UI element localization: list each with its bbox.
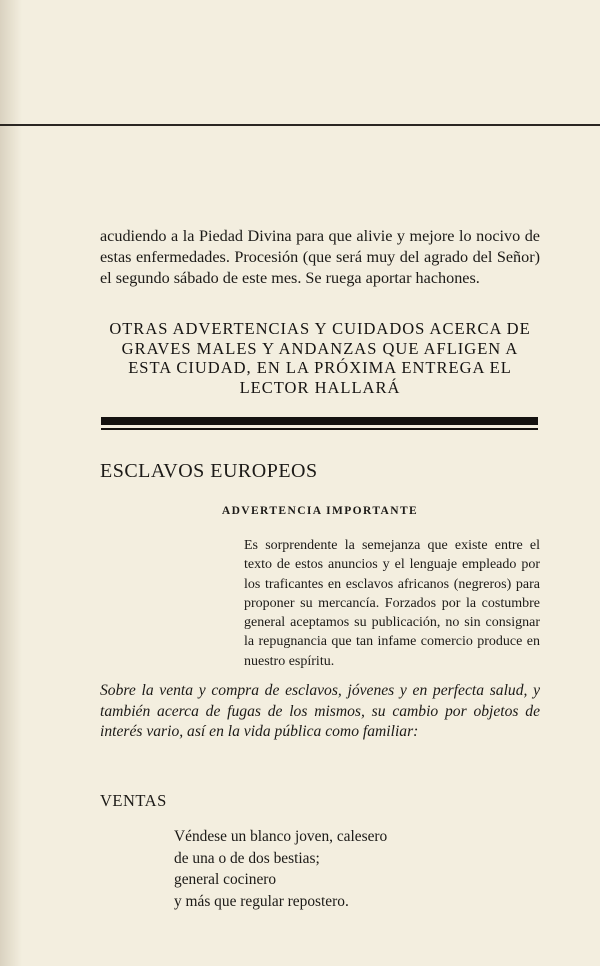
header-rule [0,124,600,126]
section-divider-thick [101,417,538,425]
body-paragraph: acudiendo a la Piedad Divina para que alivie y mejore lo nocivo de estas enfermedades. Procesión (que será muy del agrado del Señor) el segundo sábado de este mes. Se ruega aportar hachones. [100,227,540,287]
notice-heading: OTRAS ADVERTENCIAS Y CUIDADOS ACERCA DE GRAVES MALES Y ANDANZAS QUE AFLIGEN A ESTA CIUDAD, EN LA PRÓXIMA ENTREGA EL LECTOR HALLARÁ [109,319,531,397]
sale-ad-line: de una o de dos bestias; [174,849,320,867]
sale-ad-line: y más que regular repostero. [174,892,349,910]
page-binding-edge [0,0,22,966]
sale-ad [174,826,534,912]
subsection-title: VENTAS [100,791,167,810]
advertencia-title: ADVERTENCIA IMPORTANTE [221,505,419,517]
sale-ad-line: Véndese un blanco joven, calesero [174,828,388,845]
section-title: ESCLAVOS EUROPEOS [100,460,318,482]
section-divider-thin [101,428,538,430]
sale-ad-line: general cocinero [174,871,277,888]
advertencia-text: Es sorprendente la semejanza que existe entre el texto de estos anuncios y el lenguaje empleado por los traficantes en esclavos africanos (negreros) para proponer su mercancía. Forzados por la costumbre general aceptamos su publicación, no sin consignar la repugnancia que tan infame comercio produce en nuestro espíritu. [244,538,540,669]
intro-italic: Sobre la venta y compra de esclavos, jóvenes y en perfecta salud, y también acerca de fugas de los mismos, su cambio por objetos de interés vario, así en la vida pública como familiar: [100,682,540,740]
